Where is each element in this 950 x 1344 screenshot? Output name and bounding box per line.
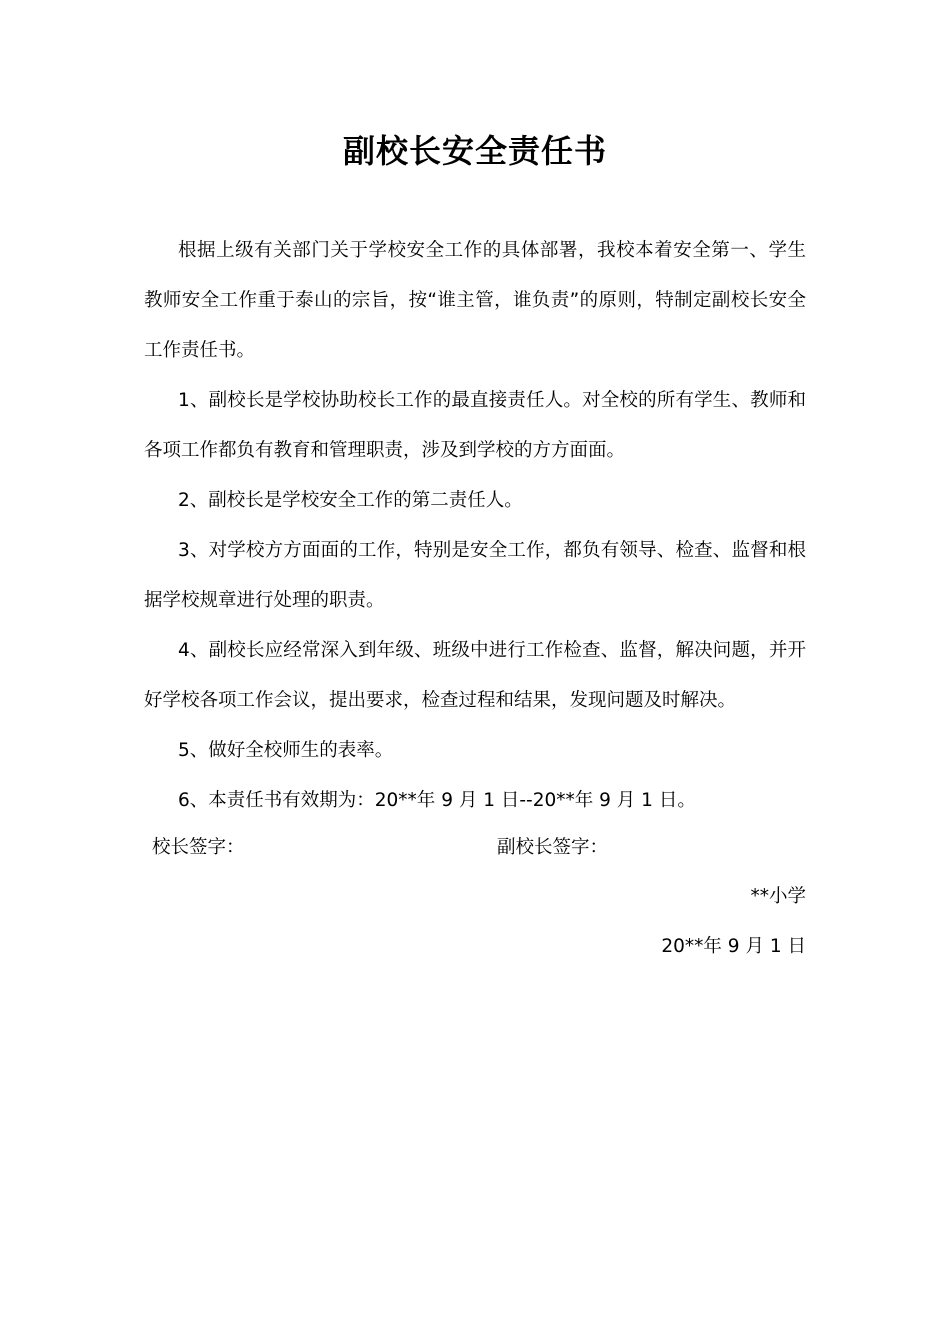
clause-1-paragraph: 1、副校长是学校协助校长工作的最直接责任人。对全校的所有学生、教师和各项工作都负有教育和管理职责，涉及到学校的方方面面。 [144,390,806,461]
vice-principal-signature-label: 副校长签字： [497,837,609,858]
school-name: **小学 [750,886,806,907]
clause-5-paragraph: 5、做好全校师生的表率。 [178,740,394,761]
document-body [144,226,806,826]
signature-row [0,823,950,873]
clause-3-paragraph: 3、对学校方方面面的工作，特别是安全工作，都负有领导、检查、监督和根据学校规章进行处理的职责。 [144,540,806,611]
document-date: 20**年 9 月 1 日 [661,936,806,957]
document-title: 副校长安全责任书 [342,132,607,170]
intro-paragraph: 根据上级有关部门关于学校安全工作的具体部署，我校本着安全第一、学生教师安全工作重于泰山的宗旨，按“谁主管，谁负责”的原则，特制定副校长安全工作责任书。 [144,240,806,361]
clause-2-paragraph: 2、副校长是学校安全工作的第二责任人。 [178,490,523,511]
clause-4-paragraph: 4、副校长应经常深入到年级、班级中进行工作检查、监督，解决问题，并开好学校各项工作会议，提出要求，检查过程和结果，发现问题及时解决。 [144,640,806,711]
principal-signature-label: 校长签字： [152,837,245,858]
clause-6-paragraph: 6、本责任书有效期为：20**年 9 月 1 日--20**年 9 月 1 日。 [178,790,696,811]
